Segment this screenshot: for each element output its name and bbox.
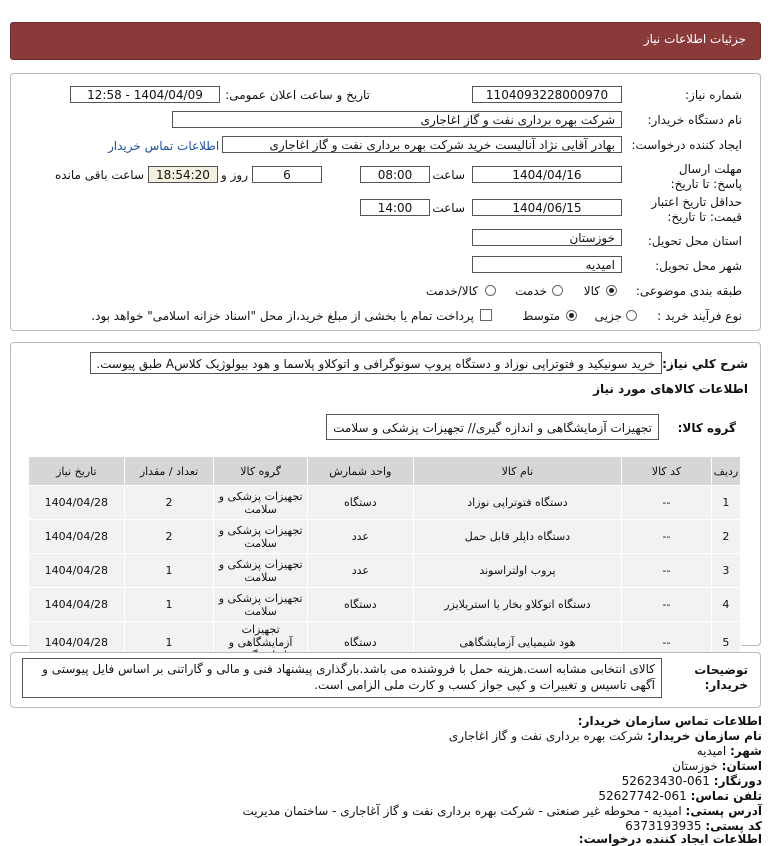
cell-code: -- xyxy=(622,554,712,588)
contact-org: نام سازمان خریدار: شرکت بهره برداری نفت و گاز اغاجاری xyxy=(448,729,762,743)
announce-label: تاریخ و ساعت اعلان عمومی: xyxy=(225,88,370,102)
cell-name: دستگاه فتوتراپی نوزاد xyxy=(413,486,621,520)
cell-qty: 1 xyxy=(124,588,214,622)
buyer-label: نام دستگاه خریدار: xyxy=(647,113,742,127)
contact-province: استان: خوزستان xyxy=(672,759,762,773)
deadline-time-field: 08:00 xyxy=(360,166,430,183)
contact-fax: دورنگار: 061-52623430 xyxy=(621,774,762,788)
validity-date-field: 1404/06/15 xyxy=(472,199,622,216)
city-label: شهر محل تحویل: xyxy=(655,259,742,273)
validity-label: حداقل تاریخ اعتبار قیمت: تا تاریخ: xyxy=(651,195,742,224)
col-unit: واحد شمارش xyxy=(307,457,413,486)
goods-table xyxy=(28,456,741,664)
need-no-label: شماره نیاز: xyxy=(685,88,742,102)
creator-info-title: اطلاعات ایجاد کننده درخواست: xyxy=(578,832,762,846)
goods-group-field: تجهیزات آزمایشگاهی و اندازه گیری// تجهیزات پزشکی و سلامت xyxy=(326,414,659,440)
cell-unit: دستگاه xyxy=(307,622,413,664)
description-field: خرید سونیکید و فتوتراپی نوزاد و دستگاه پروپ سونوگرافی و اتوکلاو پلاسما و هود بیولوژیک کلاسA طبق پیوست. xyxy=(90,352,662,374)
city-field: امیدیه xyxy=(472,256,622,273)
contact-address: آدرس پستی: امیدیه - محوطه غیر صنعتی - شرکت بهره برداری نفت و گاز آغاجاری - ساختمان مدیریت xyxy=(242,804,762,818)
treasury-payment-checkbox[interactable] xyxy=(480,309,492,321)
cell-name: پروب اولتراسوند xyxy=(413,554,621,588)
category-both-radio[interactable] xyxy=(485,285,496,296)
goods-group-label: گروه کالا: xyxy=(677,421,736,435)
cell-code: -- xyxy=(622,486,712,520)
cell-row: 1 xyxy=(711,486,740,520)
cell-name: دستگاه داپلر قابل حمل xyxy=(413,520,621,554)
cell-row: 4 xyxy=(711,588,740,622)
category-goods-text: کالا xyxy=(583,284,600,298)
col-code: کد کالا xyxy=(622,457,712,486)
notes-label: توضیحات خریدار: xyxy=(694,663,748,692)
creator-label: ایجاد کننده درخواست: xyxy=(631,138,742,152)
contact-title: اطلاعات تماس سازمان خریدار: xyxy=(577,714,762,728)
contact-postal: کد پستی: 6373193935 xyxy=(625,819,762,833)
table-row xyxy=(29,554,741,588)
cell-unit: عدد xyxy=(307,520,413,554)
buyer-field: شرکت بهره برداری نفت و گاز اغاجاری xyxy=(172,111,622,128)
validity-time-label: ساعت xyxy=(432,201,465,215)
cell-group: تجهیزات پزشکی و سلامت xyxy=(214,486,308,520)
cell-unit: دستگاه xyxy=(307,588,413,622)
cell-unit: عدد xyxy=(307,554,413,588)
province-label: استان محل تحویل: xyxy=(647,234,742,248)
page-header xyxy=(10,22,761,60)
cell-row: 3 xyxy=(711,554,740,588)
days-field: 6 xyxy=(252,166,322,183)
process-minor-text: جزیی xyxy=(594,309,622,323)
process-label: نوع فرآیند خرید : xyxy=(657,309,742,323)
cell-code: -- xyxy=(622,622,712,664)
cell-name: دستگاه اتوکلاو بخار یا استریلایزر xyxy=(413,588,621,622)
cell-group: تجهیزات آزمایشگاهی و xyxy=(214,622,308,664)
category-goods-radio[interactable] xyxy=(606,285,617,296)
cell-name: هود شیمیایی آزمایشگاهی xyxy=(413,622,621,664)
cell-qty: 2 xyxy=(124,520,214,554)
days-label: روز و xyxy=(221,168,248,182)
cell-qty: 1 xyxy=(124,554,214,588)
table-row xyxy=(29,588,741,622)
cell-qty: 2 xyxy=(124,486,214,520)
category-both-text: کالا/خدمت xyxy=(425,284,478,298)
process-medium-radio[interactable] xyxy=(566,310,577,321)
category-service-radio[interactable] xyxy=(552,285,563,296)
cell-date: 1404/04/28 xyxy=(29,554,125,588)
page-title: جزئیات اطلاعات نیاز xyxy=(643,32,746,46)
col-group: گروه کالا xyxy=(214,457,308,486)
cell-date: 1404/04/28 xyxy=(29,588,125,622)
cell-code: -- xyxy=(622,588,712,622)
process-minor-radio[interactable] xyxy=(626,310,637,321)
category-label: طبقه بندی موضوعی: xyxy=(635,284,742,298)
goods-section-title: اطلاعات کالاهای مورد نیاز xyxy=(593,382,748,396)
notes-field: کالای انتخابی مشابه است.هزینه حمل با فروشنده می باشد.بارگذاری پیشنهاد فنی و مالی و گاراتنی بر اساس فایل پیوستی و آگهی تاسیس و تغییرات و کپی جواز کسب و کارت ملی الزامی است. xyxy=(22,658,662,698)
cell-unit: دستگاه xyxy=(307,486,413,520)
validity-time-field: 14:00 xyxy=(360,199,430,216)
cell-group: تجهیزات پزشکی و سلامت xyxy=(214,554,308,588)
cell-date: 1404/04/28 xyxy=(29,520,125,554)
treasury-payment-text: پرداخت تمام یا بخشی از مبلغ خرید،از محل "اسناد خزانه اسلامی" خواهد بود. xyxy=(91,309,474,323)
cell-row: 2 xyxy=(711,520,740,554)
cell-date: 1404/04/28 xyxy=(29,486,125,520)
contact-city: شهر: امیدیه xyxy=(696,744,762,758)
remaining-field: 18:54:20 xyxy=(148,166,218,183)
cell-group: تجهیزات پزشکی و سلامت xyxy=(214,588,308,622)
category-service-text: خدمت xyxy=(515,284,547,298)
process-medium-text: متوسط xyxy=(522,309,560,323)
cell-row: 5 xyxy=(711,622,740,664)
need-no-field: 1104093228000970 xyxy=(472,86,622,103)
contact-buyer-link[interactable]: اطلاعات تماس خریدار xyxy=(108,139,220,153)
goods-table-header xyxy=(29,457,741,486)
table-row xyxy=(29,520,741,554)
description-label: شرح کلي نياز: xyxy=(662,357,748,371)
creator-field: بهادر آقایی نژاد آنالیست خرید شرکت بهره برداری نفت و گاز اغاجاری xyxy=(222,136,622,153)
cell-qty: 1 xyxy=(124,622,214,664)
cell-date: 1404/04/28 xyxy=(29,622,125,664)
deadline-time-label: ساعت xyxy=(432,168,465,182)
col-qty: تعداد / مقدار xyxy=(124,457,214,486)
col-row: ردیف xyxy=(711,457,740,486)
announce-field: 1404/04/09 - 12:58 xyxy=(70,86,220,103)
deadline-date-field: 1404/04/16 xyxy=(472,166,622,183)
cell-group: تجهیزات پزشکی و سلامت xyxy=(214,520,308,554)
col-name: نام کالا xyxy=(413,457,621,486)
contact-phone: تلفن تماس: 061-52627742 xyxy=(598,789,762,803)
province-field: خوزستان xyxy=(472,229,622,246)
cell-code: -- xyxy=(622,520,712,554)
table-row xyxy=(29,486,741,520)
deadline-label: مهلت ارسال پاسخ: تا تاریخ: xyxy=(670,162,742,191)
remaining-label: ساعت باقی مانده xyxy=(54,168,144,182)
col-date: تاریخ نیاز xyxy=(29,457,125,486)
